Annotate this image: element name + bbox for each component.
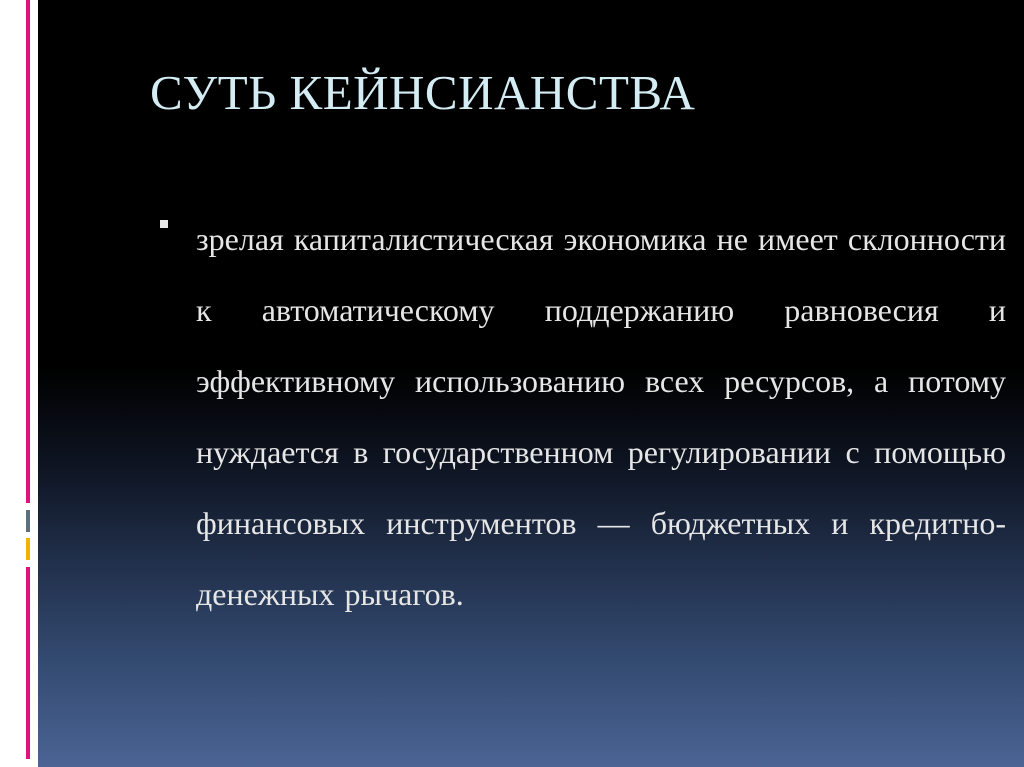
bullet-item [156,204,1006,630]
bullet-list [156,221,1006,630]
slide-title: СУТЬ КЕЙНСИАНСТВА [150,65,696,120]
stripe-magenta-top [26,0,30,503]
stripe-magenta-bottom [26,567,30,759]
stripe-gold [26,538,30,560]
side-accent-strip [0,0,38,767]
stripe-gray [26,510,30,532]
square-bullet-icon [160,220,168,228]
slide-canvas [38,0,1024,767]
bullet-text: зрелая капиталистическая экономика не имеет склонности к автоматическому поддержанию равновесия и эффективному использованию всех ресурсов, а потому нуждается в государственном регулировании с помощью финансовых инструментов — бюджетных и кредитно-денежных рычагов. [196,221,1006,612]
